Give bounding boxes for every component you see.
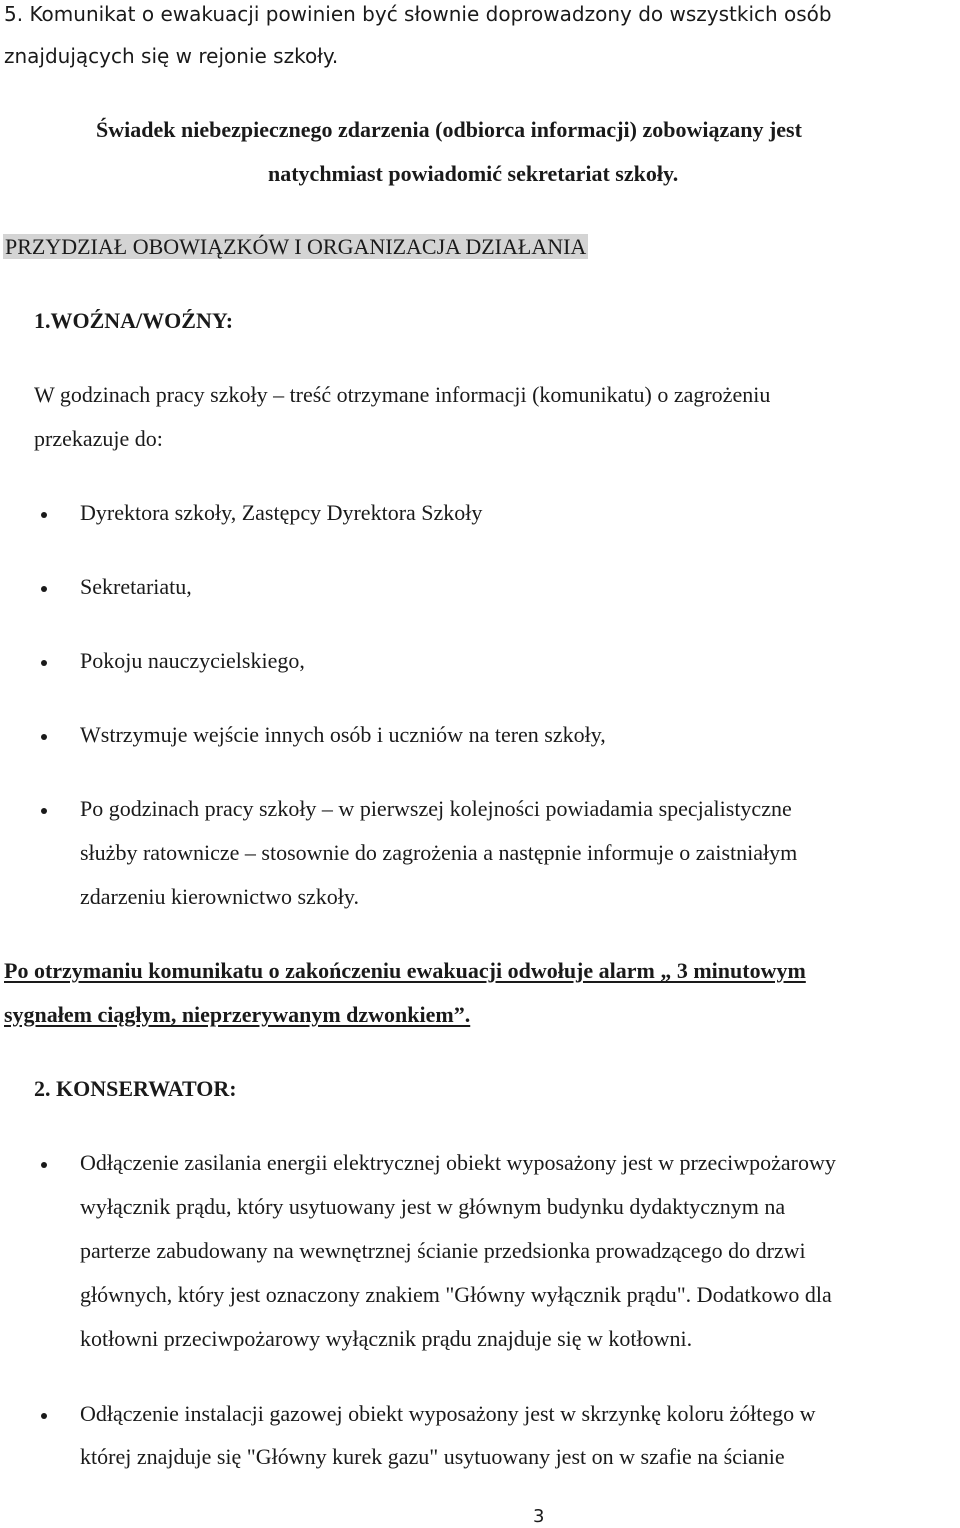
witness-line-1: Świadek niebezpiecznego zdarzenia (odbiorca informacji) zobowiązany jest — [96, 117, 802, 142]
role2-heading: 2. KONSERWATOR: — [34, 1076, 237, 1101]
alarm-line-1: Po otrzymaniu komunikatu o zakończeniu ewakuacji odwołuje alarm „ 3 minutowym — [4, 958, 806, 983]
role1-item-1: Dyrektora szkoły, Zastępcy Dyrektora Szkoły — [80, 500, 483, 525]
role2-item-1-line-3: parterze zabudowany na wewnętrznej ścianie przedsionka prowadzącego do drzwi — [80, 1238, 806, 1263]
page-number: 3 — [533, 1506, 545, 1527]
bullet-icon — [41, 586, 47, 592]
role2-item-2-line-2: której znajduje się "Główny kurek gazu" usytuowany jest on w szafie na ścianie — [80, 1444, 785, 1469]
section-heading — [3, 233, 588, 261]
role1-item-5-line-2: służby ratownicze – stosownie do zagrożenia a następnie informuje o zaistniałym — [80, 840, 798, 865]
witness-line-2: natychmiast powiadomić sekretariat szkoły. — [268, 161, 679, 186]
bullet-icon — [41, 512, 47, 518]
bullet-icon — [41, 1413, 47, 1419]
role2-item-1-line-2: wyłącznik prądu, który usytuowany jest w głównym budynku dydaktycznym na — [80, 1194, 786, 1219]
role1-item-2: Sekretariatu, — [80, 574, 192, 599]
bullet-icon — [41, 734, 47, 740]
role2-item-2-line-1: Odłączenie instalacji gazowej obiekt wyposażony jest w skrzynkę koloru żółtego w — [80, 1401, 816, 1426]
role2-item-1-line-5: kotłowni przeciwpożarowy wyłącznik prądu znajduje się w kotłowni. — [80, 1326, 693, 1351]
role1-intro-line-1: W godzinach pracy szkoły – treść otrzymane informacji (komunikatu) o zagrożeniu — [34, 382, 771, 407]
role1-item-3: Pokoju nauczycielskiego, — [80, 648, 305, 673]
bullet-icon — [41, 1162, 47, 1168]
bullet-icon — [41, 808, 47, 814]
intro-line-1: 5. Komunikat o ewakuacji powinien być słownie doprowadzony do wszystkich osób — [4, 2, 832, 26]
role2-item-1-line-4: głównych, który jest oznaczony znakiem "Główny wyłącznik prądu". Dodatkowo dla — [80, 1282, 832, 1307]
role2-item-1-line-1: Odłączenie zasilania energii elektrycznej obiekt wyposażony jest w przeciwpożarowy — [80, 1150, 836, 1175]
bullet-icon — [41, 660, 47, 666]
role1-intro-line-2: przekazuje do: — [34, 426, 163, 451]
intro-line-2: znajdujących się w rejonie szkoły. — [4, 44, 339, 68]
section-heading-text: PRZYDZIAŁ OBOWIĄZKÓW I ORGANIZACJA DZIAŁANIA — [5, 234, 587, 259]
role1-heading: 1.WOŹNA/WOŹNY: — [34, 308, 234, 333]
role1-item-5-line-3: zdarzeniu kierownictwo szkoły. — [80, 884, 359, 909]
role1-item-5-line-1: Po godzinach pracy szkoły – w pierwszej kolejności powiadamia specjalistyczne — [80, 796, 792, 821]
alarm-line-2: sygnałem ciągłym, nieprzerywanym dzwonkiem”. — [4, 1002, 471, 1027]
role1-item-4: Wstrzymuje wejście innych osób i uczniów na teren szkoły, — [80, 722, 606, 747]
